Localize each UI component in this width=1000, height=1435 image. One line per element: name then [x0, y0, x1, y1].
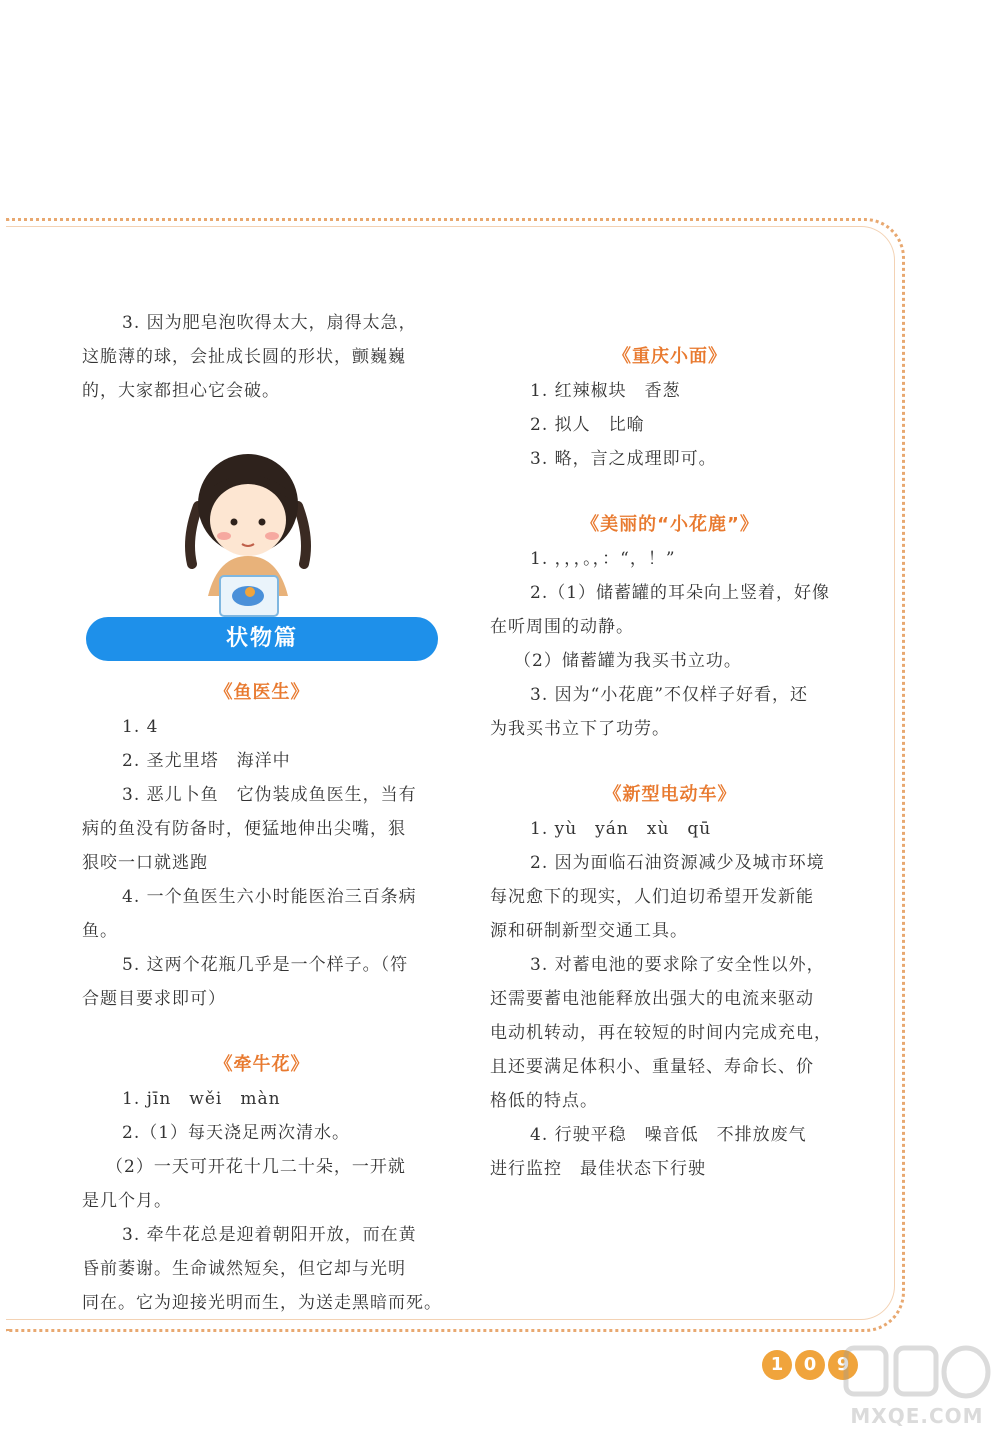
answer-line: 1. 红辣椒块 香葱: [530, 381, 681, 401]
intro-line: 的，大家都担心它会破。: [82, 381, 280, 401]
answer-line: 5. 这两个花瓶几乎是一个样子。（符: [122, 955, 409, 975]
answer-line: 病的鱼没有防备时，便猛地伸出尖嘴，狠: [82, 819, 406, 839]
answer-line: 1. yù yán xù qū: [530, 819, 712, 839]
answer-line: 昏前萎谢。生命诚然短矣，但它却与光明: [82, 1259, 406, 1279]
answer-line: 2.（1）每天浇足两次清水。: [122, 1123, 351, 1143]
answer-line: 1. 4: [122, 717, 159, 737]
answer-line: 且还要满足体积小、重量轻、寿命长、价: [490, 1057, 814, 1077]
answer-line: 合题目要求即可）: [82, 989, 226, 1009]
answer-line: 3. 恶儿卜鱼 它伪装成鱼医生，当有: [122, 785, 417, 805]
answer-line: 在听周围的动静。: [490, 617, 634, 637]
answer-line: 格低的特点。: [490, 1091, 598, 1111]
section-title: 《鱼医生》: [214, 682, 310, 703]
left-column: [82, 306, 442, 408]
answer-line: 4. 行驶平稳 噪音低 不排放废气: [530, 1125, 807, 1145]
watermark-text: MXQE.COM: [850, 1404, 984, 1428]
right-column: [490, 340, 850, 1186]
intro-line: 3. 因为肥皂泡吹得太大，扇得太急，: [122, 313, 417, 333]
section-banner: [86, 617, 438, 661]
page-number-digit: 0: [795, 1350, 825, 1380]
answer-line: 还需要蓄电池能释放出强大的电流来驱动: [490, 989, 814, 1009]
answer-line: 电动机转动，再在较短的时间内完成充电，: [490, 1023, 832, 1043]
answer-line: 2. 因为面临石油资源减少及城市环境: [530, 853, 825, 873]
answer-line: （2）一天可开花十几二十朵，一开就: [106, 1157, 406, 1177]
answer-line: 每况愈下的现实，人们迫切希望开发新能: [490, 887, 814, 907]
section-banner-title: 状物篇: [225, 626, 298, 651]
page-number-digit: 9: [828, 1350, 858, 1380]
answer-line: 3. 牵牛花总是迎着朝阳开放，而在黄: [122, 1225, 417, 1245]
answer-line: 1. ，，，。，：“，！”: [530, 549, 676, 569]
answer-line: 2. 拟人 比喻: [530, 415, 645, 435]
answer-line: 源和研制新型交通工具。: [490, 921, 688, 941]
left-sections: [82, 676, 442, 1320]
answer-line: 为我买书立下了功劳。: [490, 719, 670, 739]
answer-line: 狠咬一口就逃跑: [82, 853, 208, 873]
girl-reading-illustration: [178, 446, 318, 618]
answer-line: 2. 圣尤里塔 海洋中: [122, 751, 291, 771]
intro-line: 这脆薄的球，会扯成长圆的形状，颤巍巍: [82, 347, 406, 367]
answer-line: 是几个月。: [82, 1191, 172, 1211]
section-title: 《重庆小面》: [613, 346, 727, 367]
answer-line: 1. jīn wěi màn: [122, 1089, 281, 1109]
answer-line: 同在。它为迎接光明而生，为送走黑暗而死。: [82, 1293, 442, 1313]
answer-line: 3. 对蓄电池的要求除了安全性以外，: [530, 955, 825, 975]
section-title: 《牵牛花》: [214, 1054, 310, 1075]
section-title: 《新型电动车》: [603, 784, 737, 805]
watermark: [842, 1338, 992, 1432]
page-number-digit: 1: [762, 1350, 792, 1380]
section-title: 《美丽的“小花鹿”》: [581, 514, 759, 535]
answer-line: 进行监控 最佳状态下行驶: [490, 1159, 706, 1179]
answer-line: 2.（1）储蓄罐的耳朵向上竖着，好像: [530, 583, 831, 603]
answer-line: （2）储蓄罐为我买书立功。: [514, 651, 742, 671]
answer-line: 3. 略，言之成理即可。: [530, 449, 717, 469]
answer-line: 4. 一个鱼医生六小时能医治三百条病鱼。: [82, 887, 417, 941]
watermark-logo-icon: [842, 1342, 992, 1402]
answer-line: 3. 因为“小花鹿”不仅样子好看，还: [530, 685, 809, 705]
